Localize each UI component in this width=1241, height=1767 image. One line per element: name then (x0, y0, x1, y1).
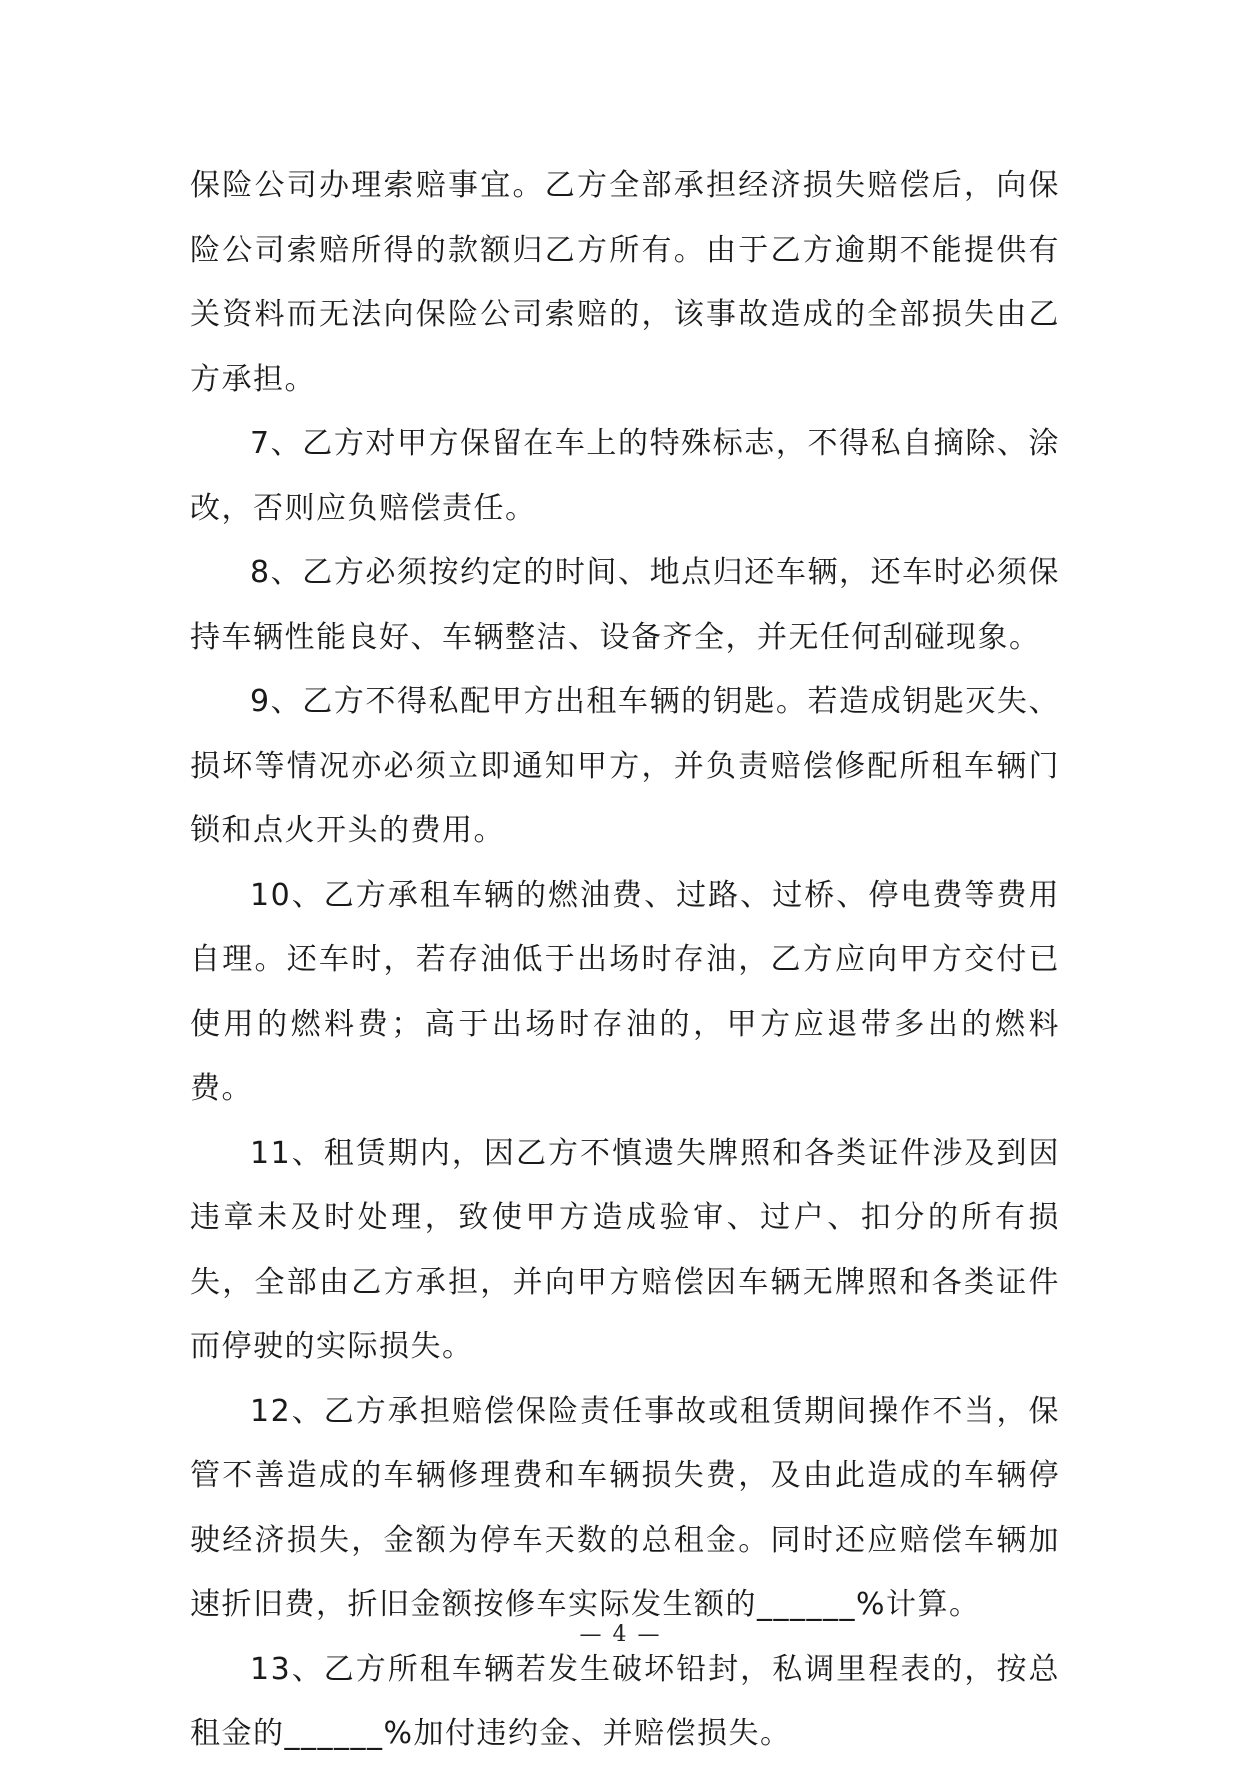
paragraph-continuation: 保险公司办理索赔事宜。乙方全部承担经济损失赔偿后，向保险公司索赔所得的款额归乙方所有。由于乙方逾期不能提供有关资料而无法向保险公司索赔的，该事故造成的全部损失由乙方承担。 (190, 168, 1060, 397)
clause-13: 13、乙方所租车辆若发生破坏铅封，私调里程表的，按总租金的______%加付违约金、并赔偿损失。 (190, 1651, 1060, 1751)
document-body (190, 154, 1060, 1767)
clause-8: 8、乙方必须按约定的时间、地点归还车辆，还车时必须保持车辆性能良好、车辆整洁、设备齐全，并无任何刮碰现象。 (190, 555, 1060, 655)
page-number: — 4 — (579, 1622, 662, 1647)
clause-7: 7、乙方对甲方保留在车上的特殊标志，不得私自摘除、涂改，否则应负赔偿责任。 (190, 426, 1060, 526)
clause-9: 9、乙方不得私配甲方出租车辆的钥匙。若造成钥匙灭失、损坏等情况亦必须立即通知甲方，并负责赔偿修配所租车辆门锁和点火开头的费用。 (190, 684, 1060, 848)
clause-11: 11、租赁期内，因乙方不慎遗失牌照和各类证件涉及到因违章未及时处理，致使甲方造成验审、过户、扣分的所有损失，全部由乙方承担，并向甲方赔偿因车辆无牌照和各类证件而停驶的实际损失。 (190, 1135, 1060, 1364)
clause-12: 12、乙方承担赔偿保险责任事故或租赁期间操作不当，保管不善造成的车辆修理费和车辆损失费，及由此造成的车辆停驶经济损失，金额为停车天数的总租金。同时还应赔偿车辆加速折旧费，折旧金额按修车实际发生额的______%计算。 (190, 1393, 1060, 1622)
clause-10: 10、乙方承租车辆的燃油费、过路、过桥、停电费等费用自理。还车时，若存油低于出场时存油，乙方应向甲方交付已使用的燃料费；高于出场时存油的，甲方应退带多出的燃料费。 (190, 877, 1060, 1106)
